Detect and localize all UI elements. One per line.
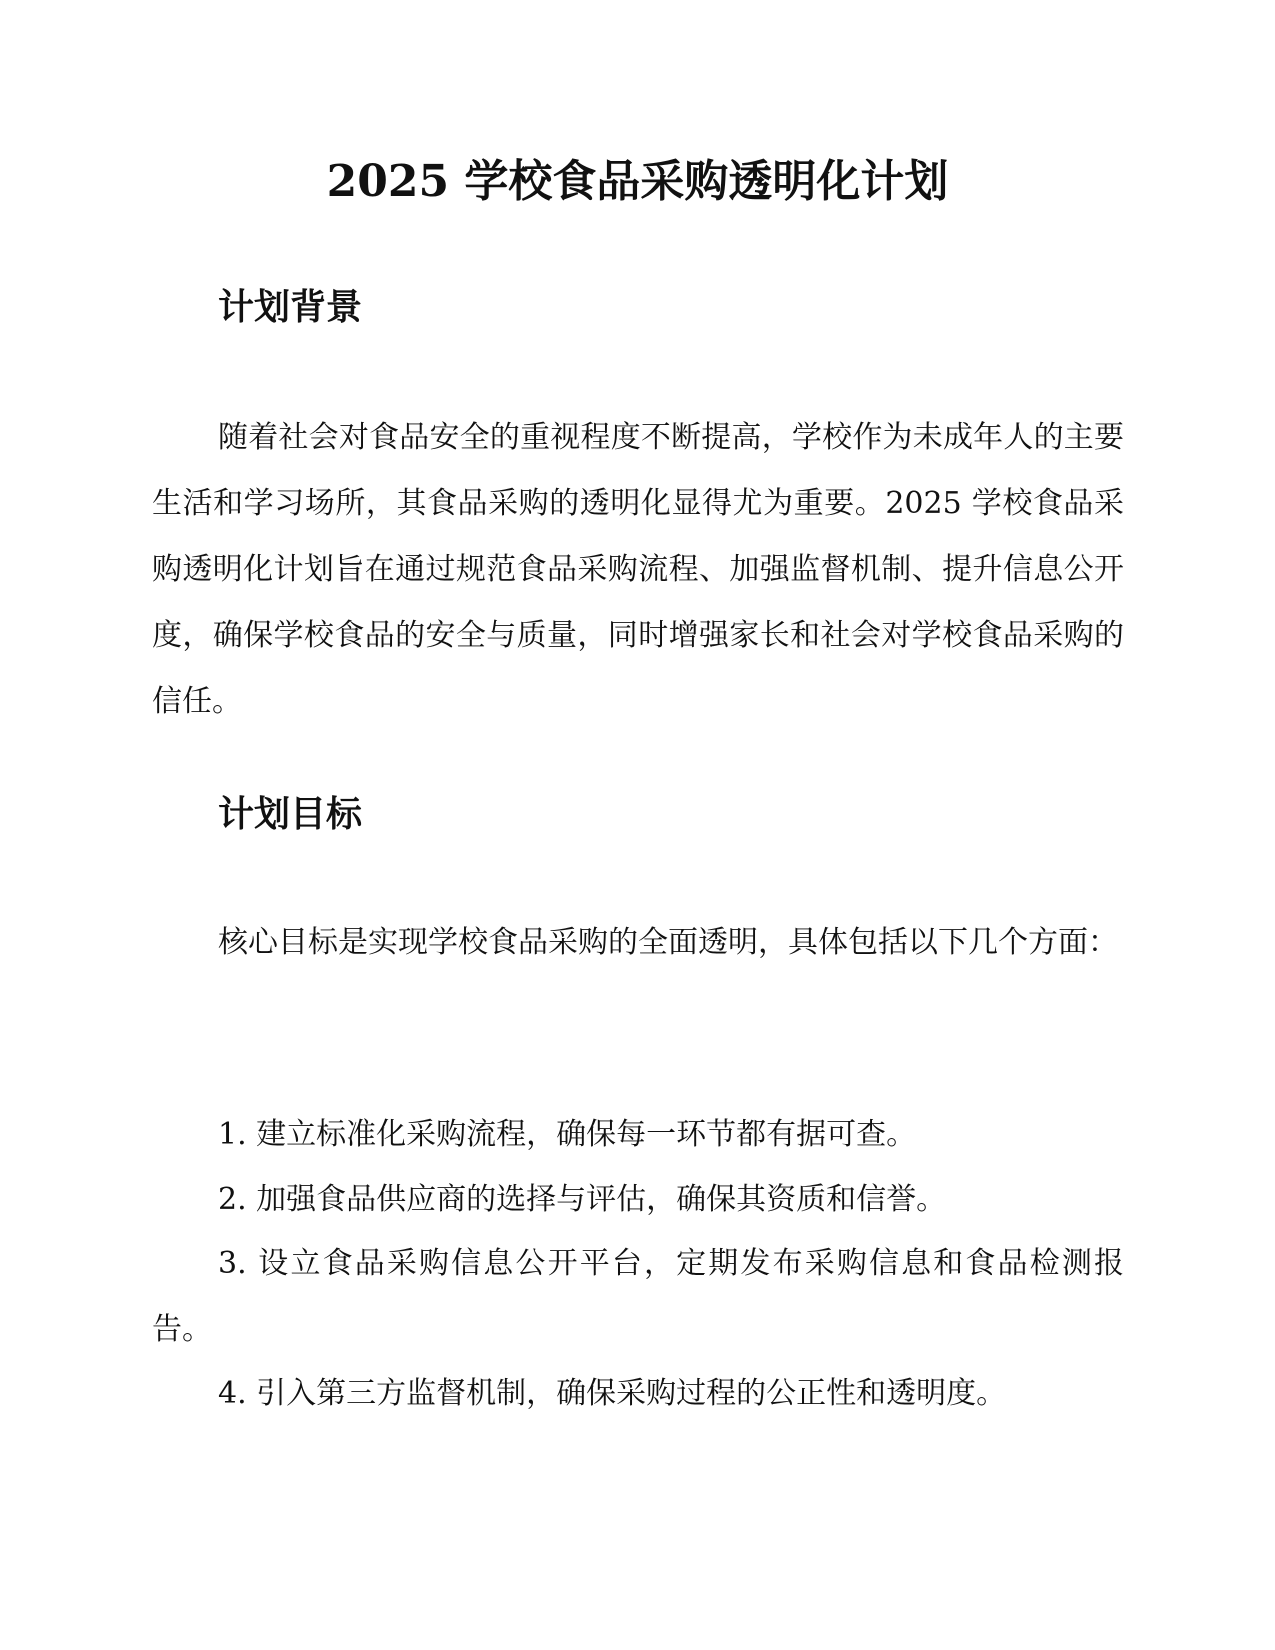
goals-intro-paragraph: 核心目标是实现学校食品采购的全面透明，具体包括以下几个方面： — [218, 925, 1118, 960]
section-heading-goals: 计划目标 — [218, 794, 363, 835]
document-title: 2025 学校食品采购透明化计划 — [326, 156, 949, 207]
goal-list-item-2: 2. 加强食品供应商的选择与评估，确保其资质和信誉。 — [218, 1182, 947, 1217]
section-heading-background: 计划背景 — [218, 287, 363, 328]
goal-list-item-4: 4. 引入第三方监督机制，确保采购过程的公正性和透明度。 — [218, 1376, 1007, 1411]
goal-list-item-3: 3. 设立食品采购信息公开平台，定期发布采购信息和食品检测报告。 — [152, 1246, 1124, 1347]
background-paragraph: 随着社会对食品安全的重视程度不断提高，学校作为未成年人的主要生活和学习场所，其食品采购的透明化显得尤为重要。2025 学校食品采购透明化计划旨在通过规范食品采购流程、加强监督机制、提升信息公开度，确保学校食品的安全与质量，同时增强家长和社会对学校食品采购的信任。 — [152, 420, 1124, 719]
goal-list-item-1: 1. 建立标准化采购流程，确保每一环节都有据可查。 — [218, 1117, 917, 1152]
